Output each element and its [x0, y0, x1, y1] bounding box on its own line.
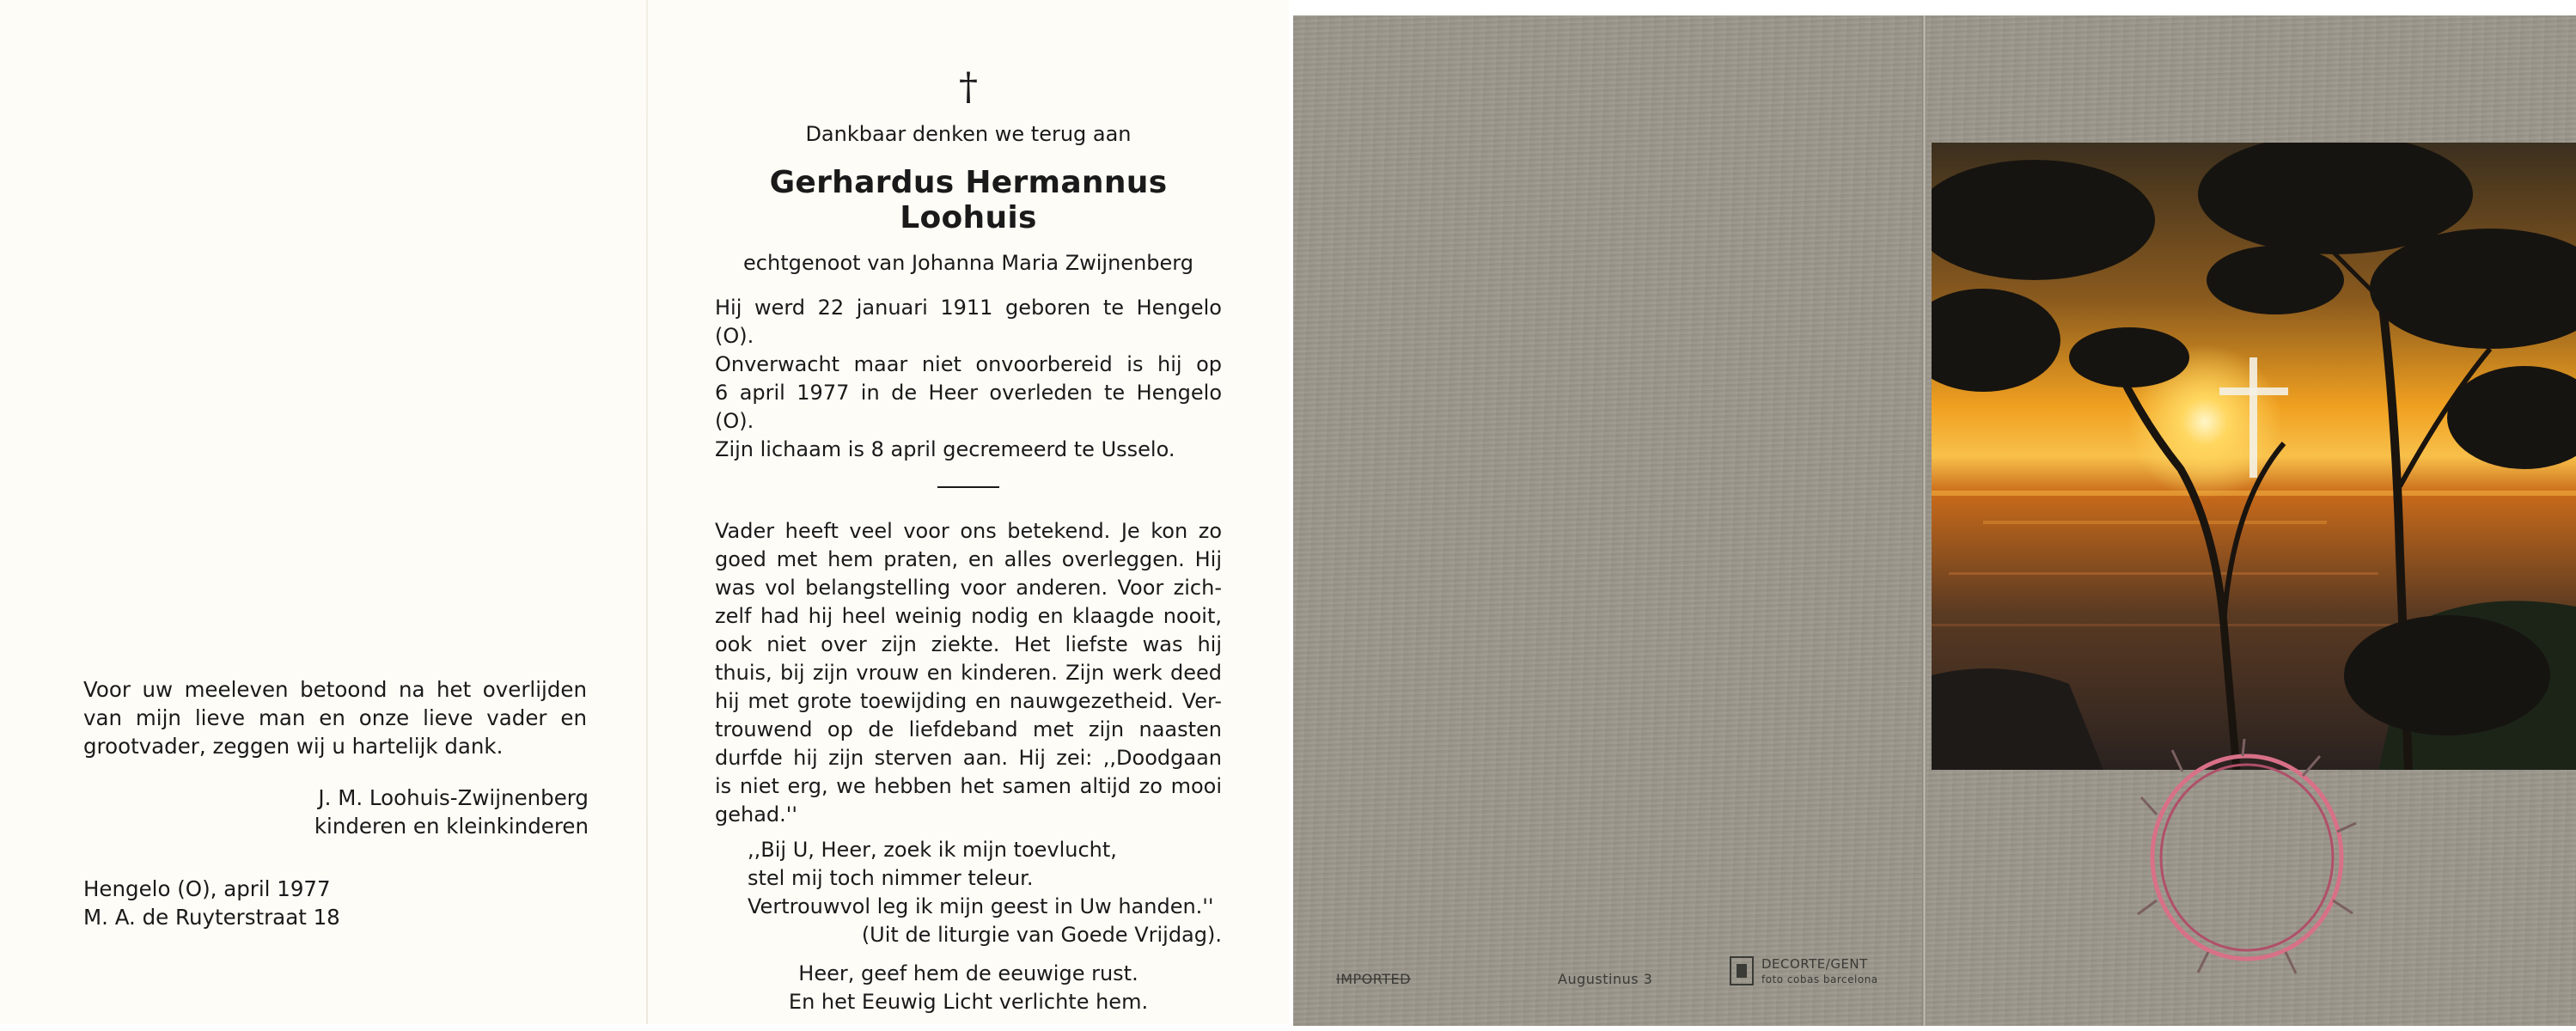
- address: M. A. de Ruyterstraat 18: [83, 905, 340, 930]
- sunset-photo: [1932, 143, 2576, 770]
- place-date: Hengelo (O), april 1977: [83, 876, 331, 901]
- verse-line: ,,Bij U, Heer, zoek ik mijn toevlucht,: [748, 838, 1117, 862]
- closing-line: En het Eeuwig Licht verlichte hem.: [788, 990, 1149, 1014]
- cover-fold-line: [1922, 15, 1926, 1026]
- tribute-line: goed met hem praten, en alles overleggen. Hij: [715, 547, 1222, 571]
- crown-of-thorns-icon: [2131, 737, 2363, 978]
- bio-line: Hij werd 22 januari 1911 geboren te Hengelo (O).: [715, 296, 1222, 348]
- signature-line-2: kinderen en kleinkinderen: [314, 814, 589, 839]
- publisher-label: DECORTE/GENT: [1761, 956, 1868, 972]
- cover-card: [1293, 15, 2576, 1026]
- deceased-name: Gerhardus Hermannus Loohuis: [769, 165, 1168, 235]
- tribute-line: ook niet over zijn ziekte. Het liefste was hij: [715, 632, 1222, 656]
- memorial-text: [715, 65, 1222, 1016]
- sunset-trees-image: [1932, 143, 2576, 770]
- spouse-line: echtgenoot van Johanna Maria Zwijnenberg: [743, 251, 1193, 275]
- divider: [937, 486, 999, 488]
- bio-line: Zijn lichaam is 8 april gecremeerd te Usselo.: [715, 437, 1175, 461]
- signature: [241, 784, 589, 840]
- verse: [748, 836, 1222, 949]
- closing-prayer: [715, 960, 1222, 1016]
- verse-source: (Uit de liturgie van Goede Vrijdag).: [861, 923, 1222, 947]
- tribute-line: is niet erg, we hebben het samen altijd zo mooi: [715, 774, 1222, 798]
- cross-icon: †: [959, 65, 978, 109]
- tribute-line: zelf had hij heel weinig nodig en klaagde nooit,: [715, 604, 1222, 628]
- tribute-line: was vol belangstelling voor anderen. Voor zich-: [715, 576, 1222, 600]
- tribute-line: thuis, bij zijn vrouw en kinderen. Zijn werk deed: [715, 661, 1222, 685]
- bio-line: 6 april 1977 in de Heer overleden te Hengelo (O).: [715, 381, 1222, 433]
- closing-line: Heer, geef hem de eeuwige rust.: [798, 961, 1138, 985]
- series-label: Augustinus 3: [1558, 971, 1653, 987]
- bio-paragraph: [715, 294, 1222, 464]
- tribute-line: Vader heeft veel voor ons betekend. Je kon zo: [715, 519, 1222, 543]
- thanks-text: Voor uw meeleven betoond na het overlijden van mijn lieve man en onze lieve vader en grootvader, zeggen wij u hartelijk dank.: [83, 677, 587, 759]
- tribute-line: hij met grote toewijding en nauwgezetheid. Ver-: [715, 689, 1222, 713]
- bio-line: Onverwacht maar niet onvoorbereid is hij op: [715, 352, 1222, 376]
- publisher-logo-icon: [1730, 956, 1754, 985]
- verse-line: Vertrouwvol leg ik mijn geest in Uw handen.'': [748, 894, 1214, 918]
- tribute-paragraph: [715, 517, 1222, 829]
- signature-line-1: J. M. Loohuis-Zwijnenberg: [318, 785, 589, 810]
- tribute-line: trouwend op de liefdeband met zijn naasten: [715, 717, 1222, 741]
- photo-credit: foto cobas barcelona: [1761, 973, 1878, 985]
- intro-line: Dankbaar denken we terug aan: [805, 122, 1132, 146]
- inner-fold-line: [646, 0, 648, 1024]
- tribute-line: durfde hij zijn sterven aan. Hij zei: ,,Doodgaan: [715, 746, 1222, 770]
- place-address: [83, 875, 427, 931]
- inner-card: [0, 0, 1289, 1024]
- tribute-line: gehad.'': [715, 802, 797, 827]
- imported-label: IMPORTED: [1336, 971, 1411, 987]
- verse-line: stel mij toch nimmer teleur.: [748, 866, 1034, 890]
